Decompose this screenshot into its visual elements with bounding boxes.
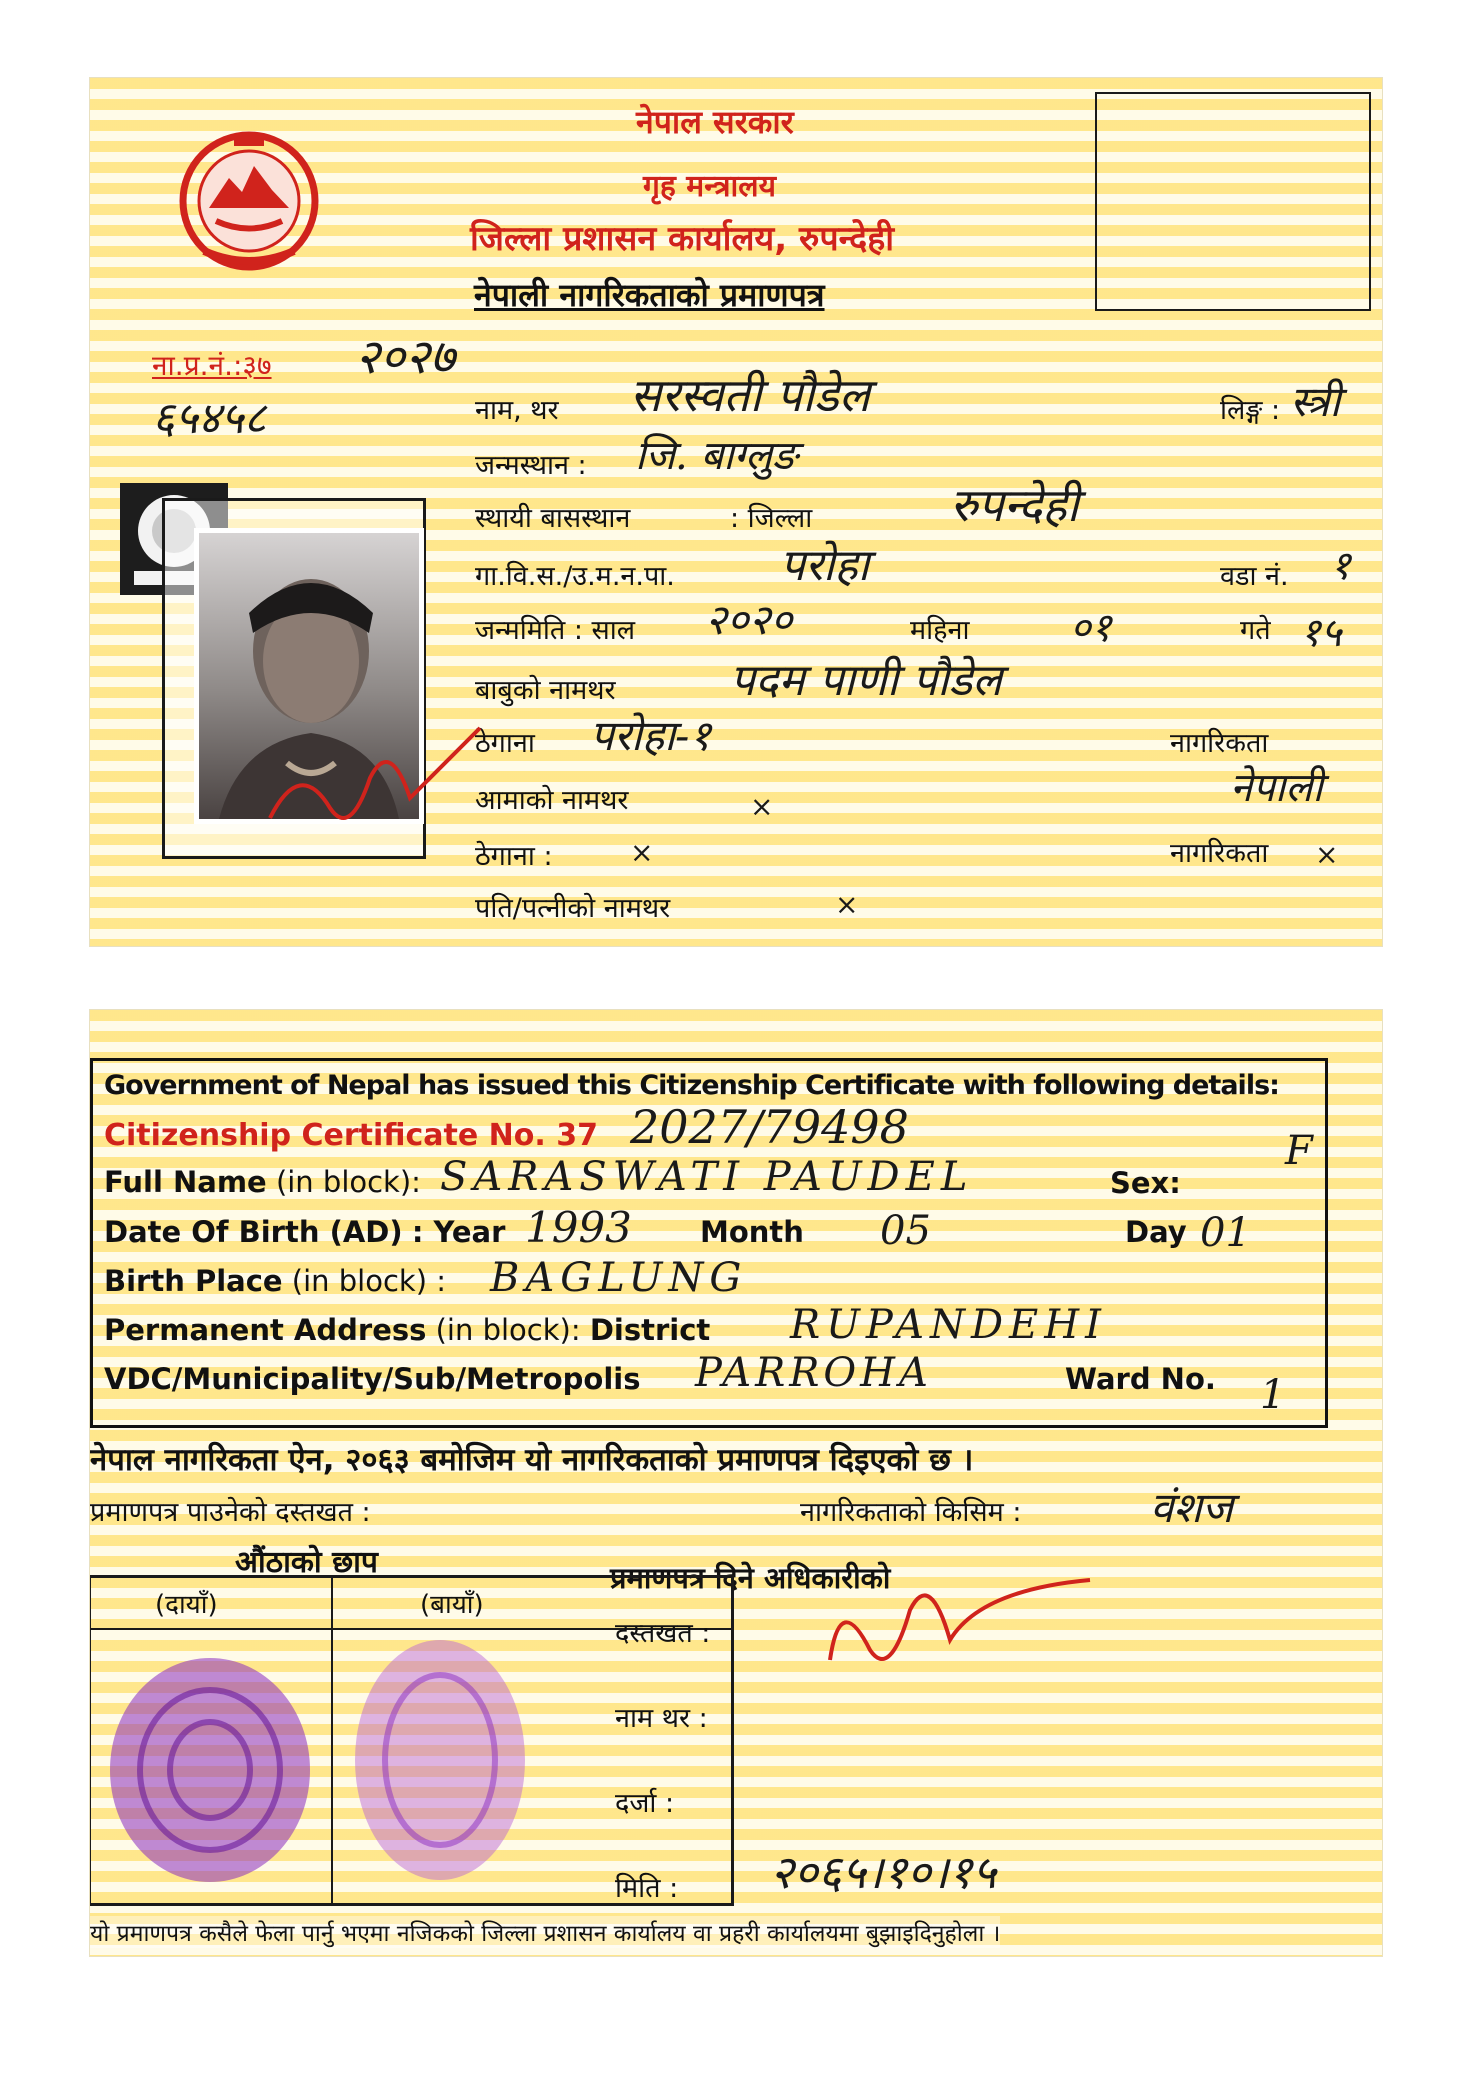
officer-back-signature-icon	[810, 1550, 1110, 1690]
district-value: रुपन्देही	[950, 478, 1079, 532]
issue-date-value: २०६५।१०।१५	[770, 1845, 997, 1899]
header-office: जिल्ला प्रशासन कार्यालय, रुपन्देही	[470, 219, 895, 259]
header-ministry: गृह मन्त्रालय	[643, 169, 777, 204]
name-value: सरस्वती पौडेल	[630, 368, 870, 422]
certificate-back	[90, 1010, 1382, 1956]
issue-date-label: मिति :	[615, 1873, 679, 1904]
ward-label: वडा नं.	[1220, 561, 1289, 592]
birthplace-value: जि. बाग्लुङ	[635, 433, 798, 479]
birthplace-label: जन्मस्थान :	[475, 450, 587, 481]
full-name-row	[104, 1165, 421, 1199]
dob-label: जन्ममिति : साल	[475, 615, 636, 646]
birthplace-hint-en: (in block) :	[291, 1264, 447, 1298]
birthplace-label-en: Birth Place	[104, 1264, 283, 1298]
father-value: पदम पाणी पौडेल	[730, 655, 1002, 706]
certificate-front	[90, 78, 1382, 946]
dob-day-label-en: Day	[1125, 1215, 1187, 1249]
full-name-hint: (in block):	[275, 1165, 421, 1199]
thumbprint-divider	[331, 1578, 333, 1903]
dob-label-en: Date Of Birth (AD)	[104, 1215, 403, 1249]
cert-number-value: २०२७	[355, 329, 455, 385]
officer-name-label: नाम थर :	[615, 1703, 708, 1734]
district-label: : जिल्ला	[730, 503, 813, 534]
left-thumbprint-icon	[345, 1630, 535, 1890]
dob-month: ०१	[1070, 605, 1112, 651]
officer-signature-icon	[260, 718, 490, 848]
mother-citizenship-value: ×	[1315, 838, 1339, 871]
officer-rank-label: दर्जा :	[615, 1788, 675, 1819]
father-citizenship-value: नेपाली	[1230, 765, 1323, 811]
cert-number-value-2: ६५४५८	[152, 393, 267, 444]
father-address-label: ठेगाना	[475, 728, 535, 759]
officer-sign-label: दस्तखत :	[615, 1618, 711, 1649]
perm-row-en	[104, 1313, 710, 1347]
cert-number-label-en: Citizenship Certificate No. 37	[104, 1118, 598, 1153]
right-thumbprint-icon	[100, 1650, 320, 1890]
dob-day-label: गते	[1240, 615, 1271, 646]
certificate-title: नेपाली नागरिकताको प्रमाणपत्र	[474, 276, 825, 314]
perm-hint-en: (in block):	[435, 1313, 581, 1347]
issued-heading: Government of Nepal has issued this Citizenship Certificate with following details:	[104, 1070, 1279, 1101]
citizenship-type-label: नागरिकताको किसिम :	[800, 1497, 1022, 1528]
dob-year-label-en: : Year	[411, 1215, 506, 1249]
holder-signature-label: प्रमाणपत्र पाउनेको दस्तखत :	[90, 1497, 371, 1528]
birthplace-value-en: BAGLUNG	[490, 1255, 748, 1301]
full-name-value: SARASWATI PAUDEL	[440, 1154, 974, 1200]
ward-value-en: 1	[1260, 1372, 1286, 1418]
district-value-en: RUPANDEHI	[790, 1302, 1107, 1348]
sex-value-en: F	[1285, 1128, 1313, 1174]
mother-citizenship-label: नागरिकता	[1170, 838, 1269, 869]
district-label-en: District	[589, 1313, 711, 1347]
dob-day: १५	[1300, 610, 1342, 656]
sex-value: स्त्री	[1290, 377, 1341, 426]
father-citizenship-label: नागरिकता	[1170, 728, 1269, 759]
thumbprint-title: औंठाको छाप	[235, 1545, 378, 1580]
vdc-value-en: PARROHA	[695, 1350, 932, 1396]
dob-year-en: 1993	[525, 1203, 632, 1252]
full-name-label: Full Name	[104, 1165, 267, 1199]
cert-number-value-en: 2027/79498	[630, 1100, 909, 1154]
header-government: नेपाल सरकार	[636, 103, 794, 141]
ward-label-en: Ward No.	[1065, 1362, 1216, 1396]
footer-note: यो प्रमाणपत्र कसैले फेला पार्नु भएमा नजिकको जिल्ला प्रशासन कार्यालय वा प्रहरी कार्यालयमा बुझाइदिनुहोला ।	[90, 1916, 1000, 1948]
ward-value: १	[1330, 543, 1351, 589]
mother-address-value: ×	[630, 836, 654, 869]
perm-label-en: Permanent Address	[104, 1313, 427, 1347]
left-thumb-label: (बायाँ)	[420, 1590, 484, 1620]
dob-month-label: महिना	[910, 615, 970, 646]
nepal-emblem-icon	[174, 126, 324, 276]
name-label: नाम, थर	[475, 395, 559, 426]
father-address-value: परोहा-१	[590, 711, 712, 760]
mother-label: आमाको नामथर	[475, 785, 629, 816]
dob-day-en: 01	[1200, 1210, 1251, 1256]
sex-label-en: Sex:	[1110, 1166, 1181, 1200]
dob-month-en: 05	[880, 1208, 931, 1254]
sex-label: लिङ्ग :	[1220, 395, 1281, 426]
act-statement: नेपाल नागरिकता ऐन, २०६३ बमोजिम यो नागरिकताको प्रमाणपत्र दिइएको छ ।	[90, 1442, 974, 1478]
vdc-value: परोहा	[780, 540, 870, 591]
spouse-label: पति/पत्नीको नामथर	[475, 893, 671, 924]
mother-value: ×	[750, 790, 774, 823]
officer-title: प्रमाणपत्र दिने अधिकारीको	[610, 1561, 891, 1595]
permanent-address-label: स्थायी बासस्थान	[475, 503, 631, 534]
dob-month-label-en: Month	[700, 1215, 804, 1249]
dob-row-en	[104, 1215, 505, 1249]
cert-number-label: ना.प्र.नं.:३७	[152, 349, 272, 382]
vdc-label: गा.वि.स./उ.म.न.पा.	[475, 561, 675, 592]
father-label: बाबुको नामथर	[475, 675, 616, 706]
dob-year: २०२०	[705, 595, 793, 644]
mother-address-label: ठेगाना :	[475, 841, 553, 872]
citizenship-type-value: वंशज	[1150, 1483, 1234, 1532]
birthplace-row-en	[104, 1264, 446, 1298]
photo-placeholder-box	[1095, 92, 1371, 311]
right-thumb-label: (दायाँ)	[155, 1590, 218, 1620]
spouse-value: ×	[835, 888, 859, 921]
vdc-label-en: VDC/Municipality/Sub/Metropolis	[104, 1362, 641, 1396]
